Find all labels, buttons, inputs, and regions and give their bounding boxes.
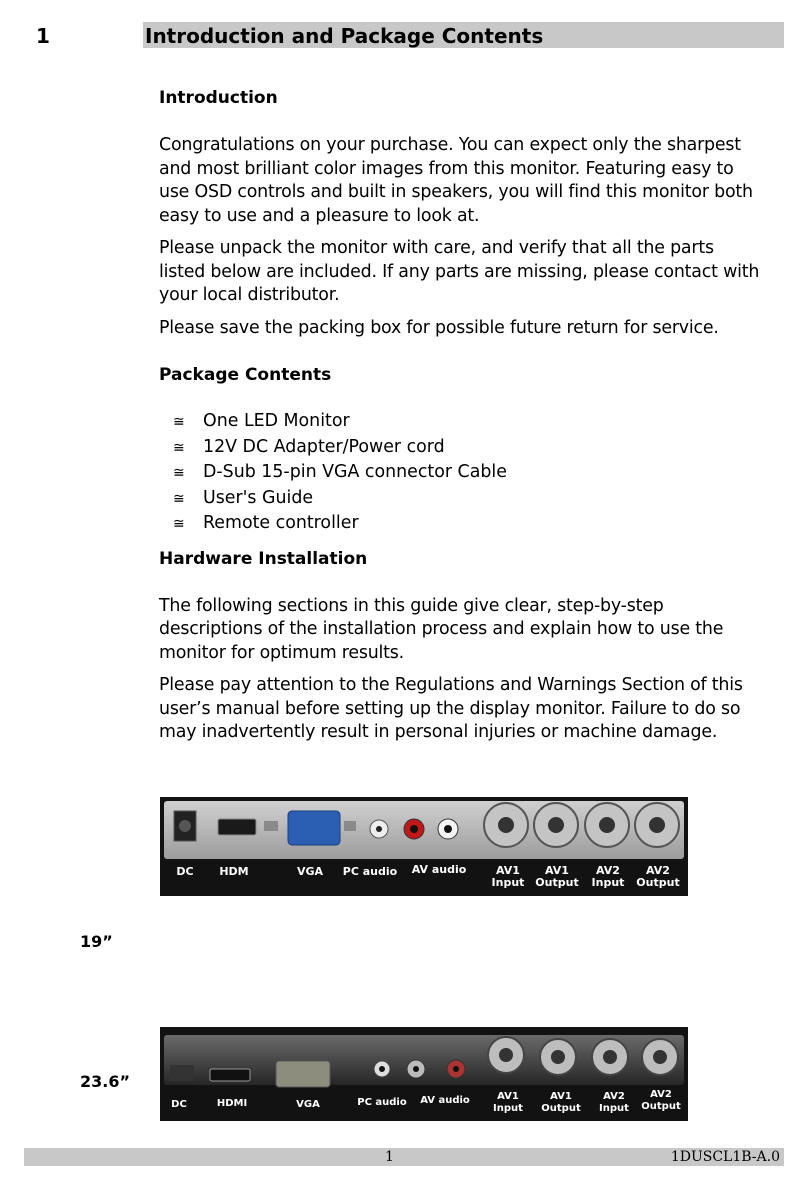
connectors-19-icon (160, 797, 688, 867)
rear-panel-23-image (160, 1027, 688, 1121)
package-contents-heading: Package Contents (159, 365, 332, 385)
port-label-av1-output: AV1 Output (535, 864, 579, 889)
port-label-dc: DC (176, 865, 194, 878)
port-label-dc: DC (171, 1099, 187, 1110)
list-item: ≅ User's Guide (173, 486, 764, 512)
content (159, 88, 764, 754)
port-label-av1-input: AV1 Input (491, 864, 525, 889)
page-number: 1 (385, 1149, 394, 1165)
introduction-heading: Introduction (159, 88, 278, 108)
bullet-icon: ≅ (173, 465, 185, 482)
list-item: ≅ One LED Monitor (173, 409, 764, 435)
chapter-title: Introduction and Package Contents (145, 24, 544, 48)
port-label-av2-input: AV2 Input (599, 1091, 629, 1114)
port-label-av1-output: AV1 Output (541, 1091, 581, 1114)
bullet-icon: ≅ (173, 439, 185, 456)
connectors-23-icon (160, 1027, 688, 1093)
chapter-number: 1 (36, 24, 50, 48)
port-label-hdmi: HDM (219, 865, 249, 878)
package-list (173, 409, 764, 537)
port-label-av2-input: AV2 Input (591, 864, 625, 889)
list-item: ≅ 12V DC Adapter/Power cord (173, 435, 764, 461)
hardware-paragraph: Please pay attention to the Regulations and Warnings Section of this user’s manual before setting up the display monitor. Failure to do so may inadvertently result in personal injuries or machine damage. (159, 675, 743, 743)
port-label-av1-input: AV1 Input (493, 1091, 523, 1114)
intro-paragraph: Please unpack the monitor with care, and verify that all the parts listed below are included. If any parts are missing, please contact with your local distributor. (159, 238, 760, 305)
hardware-paragraph: The following sections in this guide give clear, step-by-step descriptions of the installation process and explain how to use the monitor for optimum results. (159, 595, 724, 663)
hardware-installation-heading: Hardware Installation (159, 548, 368, 569)
port-label-pc-audio: PC audio (342, 865, 398, 878)
intro-paragraph: Please save the packing box for possible future return for service. (159, 317, 719, 338)
port-label-av2-output: AV2 Output (641, 1089, 681, 1112)
port-label-vga: VGA (296, 865, 324, 878)
port-label-av-audio: AV audio (420, 1095, 470, 1106)
port-label-vga: VGA (296, 1099, 320, 1110)
port-label-hdmi: HDMI (216, 1098, 248, 1109)
list-item: ≅ D-Sub 15-pin VGA connector Cable (173, 460, 764, 486)
port-label-av2-output: AV2 Output (636, 864, 680, 889)
size-label-19: 19” (80, 932, 113, 951)
rear-panel-19-image (160, 797, 688, 896)
size-label-23: 23.6” (80, 1072, 130, 1091)
bullet-icon: ≅ (173, 490, 185, 507)
port-label-pc-audio: PC audio (357, 1097, 407, 1108)
port-label-av-audio: AV audio (411, 863, 467, 876)
list-item: ≅ Remote controller (173, 511, 764, 537)
intro-paragraph: Congratulations on your purchase. You can expect only the sharpest and most brilliant color images from this monitor. Featuring easy to use OSD controls and built in speakers, you will find this monitor both easy to use and a pleasure to look at. (159, 135, 753, 226)
document-code: 1DUSCL1B-A.0 (670, 1149, 780, 1165)
bullet-icon: ≅ (173, 414, 185, 430)
bullet-icon: ≅ (173, 516, 185, 533)
